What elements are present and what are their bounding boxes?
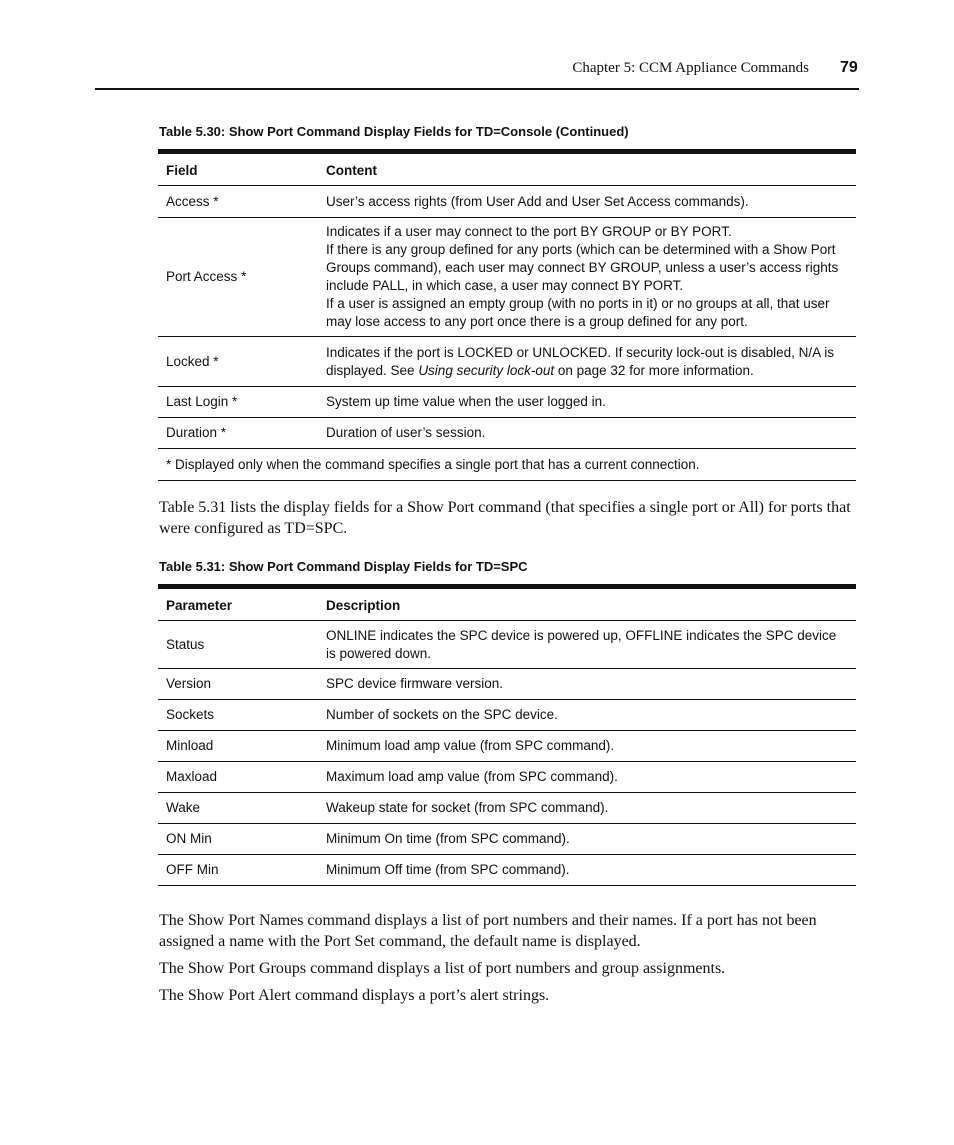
description-cell: Maximum load amp value (from SPC command).: [318, 762, 856, 793]
table-5-31: [158, 584, 856, 886]
field-cell: Port Access *: [158, 218, 318, 337]
table-footnote: * Displayed only when the command specifies a single port that has a current connection.: [158, 449, 856, 481]
field-cell: Access *: [158, 186, 318, 218]
table-row: [158, 762, 856, 793]
content-cell: User’s access rights (from User Add and User Set Access commands).: [318, 186, 856, 218]
page-number: 79: [840, 59, 858, 76]
column-header-parameter: Parameter: [158, 587, 318, 621]
body-paragraph: The Show Port Names command displays a list of port numbers and their names. If a port has not been assigned a name with the Port Set command, the default name is displayed.: [159, 912, 817, 950]
description-cell: Wakeup state for socket (from SPC command).: [318, 793, 856, 824]
content-text: Indicates if the port is LOCKED or UNLOCKED. If security lock-out is disabled, N/A is displayed. See: [326, 344, 834, 378]
parameter-cell: Status: [158, 621, 318, 669]
parameter-cell: Minload: [158, 731, 318, 762]
description-cell: ONLINE indicates the SPC device is powered up, OFFLINE indicates the SPC device is powered down.: [318, 621, 856, 669]
description-cell: Number of sockets on the SPC device.: [318, 700, 856, 731]
chapter-title: Chapter 5: CCM Appliance Commands: [572, 60, 809, 76]
column-header-content: Content: [318, 152, 856, 186]
table-footnote-row: [158, 449, 856, 481]
table-row: [158, 218, 856, 337]
table-row: [158, 186, 856, 218]
content-line: If a user is assigned an empty group (with no ports in it) or no groups at all, that user may lose access to any port once there is a group defined for any port.: [326, 296, 830, 329]
table-row: [158, 337, 856, 387]
table-row: [158, 621, 856, 669]
table-row: [158, 669, 856, 700]
parameter-cell: Wake: [158, 793, 318, 824]
table-header-row: [158, 152, 856, 186]
parameter-cell: Sockets: [158, 700, 318, 731]
table-5-30: [158, 149, 856, 481]
description-cell: Minimum load amp value (from SPC command).: [318, 731, 856, 762]
table-row: [158, 418, 856, 449]
description-cell: SPC device firmware version.: [318, 669, 856, 700]
description-cell: Minimum On time (from SPC command).: [318, 824, 856, 855]
field-cell: Last Login *: [158, 387, 318, 418]
field-cell: Duration *: [158, 418, 318, 449]
parameter-cell: OFF Min: [158, 855, 318, 886]
table-row: [158, 855, 856, 886]
table-row: [158, 700, 856, 731]
cross-reference-link-text: Using security lock-out: [418, 362, 555, 378]
content-cell: [318, 337, 856, 387]
body-paragraph: Table 5.31 lists the display fields for a Show Port command (that specifies a single port or All) for ports that were configured as TD=SPC.: [159, 499, 851, 537]
content-text: on page 32 for more information.: [554, 362, 754, 378]
column-header-field: Field: [158, 152, 318, 186]
table-row: [158, 731, 856, 762]
body-paragraph: The Show Port Alert command displays a port’s alert strings.: [159, 987, 550, 1004]
description-cell: Minimum Off time (from SPC command).: [318, 855, 856, 886]
content-cell: [318, 218, 856, 337]
header-rule: [95, 88, 859, 90]
table-row: [158, 387, 856, 418]
content-line: Indicates if a user may connect to the port BY GROUP or BY PORT.: [326, 224, 732, 239]
content-line: If there is any group defined for any ports (which can be determined with a Show Port Groups command), each user may connect BY GROUP, unless a user’s access rights include PALL, in which case, a user may connect BY PORT.: [326, 242, 839, 293]
parameter-cell: Maxload: [158, 762, 318, 793]
table-5-30-caption: Table 5.30: Show Port Command Display Fields for TD=Console (Continued): [159, 124, 629, 139]
table-row: [158, 793, 856, 824]
parameter-cell: ON Min: [158, 824, 318, 855]
table-header-row: [158, 587, 856, 621]
table-row: [158, 824, 856, 855]
body-paragraph: The Show Port Groups command displays a list of port numbers and group assignments.: [159, 960, 726, 977]
table-5-31-caption: Table 5.31: Show Port Command Display Fields for TD=SPC: [159, 559, 528, 574]
column-header-description: Description: [318, 587, 856, 621]
parameter-cell: Version: [158, 669, 318, 700]
field-cell: Locked *: [158, 337, 318, 387]
content-cell: System up time value when the user logged in.: [318, 387, 856, 418]
content-cell: Duration of user’s session.: [318, 418, 856, 449]
